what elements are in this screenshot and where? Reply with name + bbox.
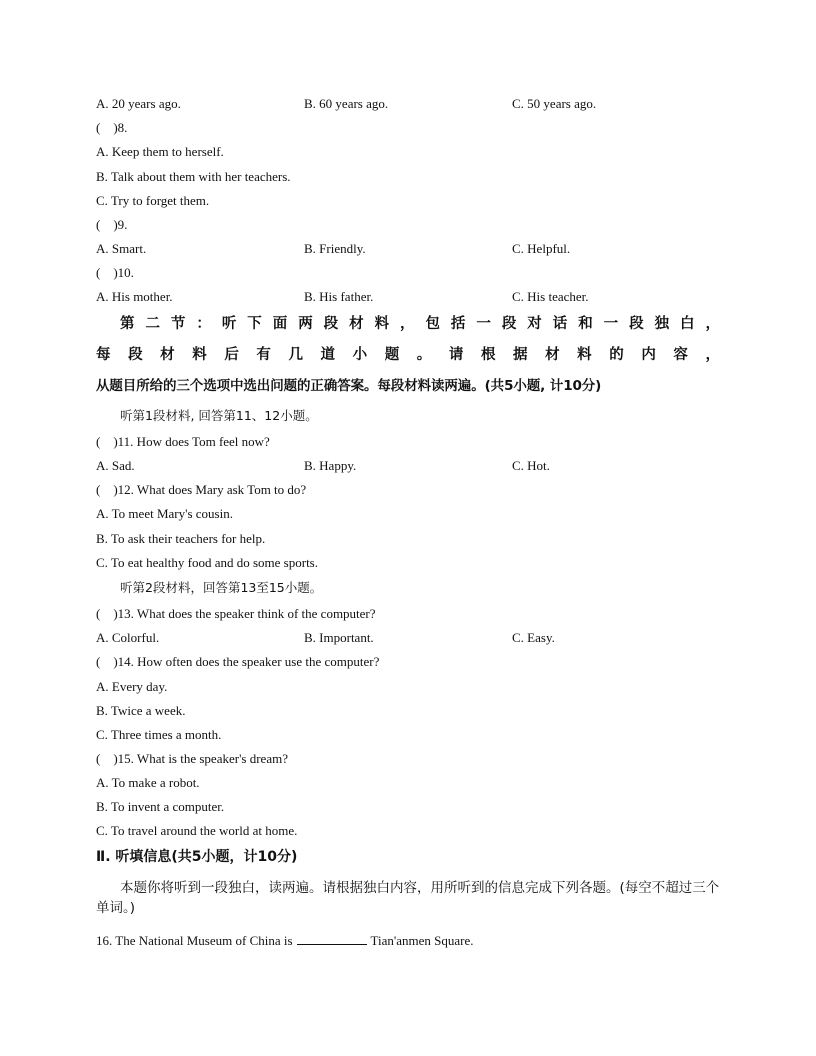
- q13-option-c: C. Easy.: [512, 630, 555, 645]
- q12-option-a: A. To meet Mary's cousin.: [96, 506, 233, 521]
- q8-option-b: B. Talk about them with her teachers.: [96, 169, 291, 184]
- q9-option-a: A. Smart.: [96, 241, 147, 256]
- q11-option-a: A. Sad.: [96, 458, 135, 473]
- q15-option-b: B. To invent a computer.: [96, 799, 225, 814]
- material2-intro: 听第2段材料，回答第13至15小题。: [120, 580, 323, 595]
- q7-option-b: B. 60 years ago.: [304, 96, 389, 111]
- q12-option-b: B. To ask their teachers for help.: [96, 531, 266, 546]
- q11-question: ( )11. How does Tom feel now?: [96, 434, 270, 449]
- q8-option-c: C. Try to forget them.: [96, 193, 210, 208]
- q16-sentence: [96, 932, 474, 950]
- q8-number: ( )8.: [96, 120, 128, 135]
- q14-question: ( )14. How often does the speaker use the computer?: [96, 654, 380, 669]
- q12-question: ( )12. What does Mary ask Tom to do?: [96, 482, 307, 497]
- q15-option-c: C. To travel around the world at home.: [96, 823, 298, 838]
- q10-number: ( )10.: [96, 265, 134, 280]
- q16-answer-blank[interactable]: [297, 932, 367, 945]
- part2-title: Ⅱ. 听填信息(共5小题，计10分): [96, 849, 298, 865]
- section2-heading-line3: 从题目所给的三个选项中选出问题的正确答案。每段材料读两遍。(共5小题, 计10分): [96, 378, 602, 394]
- q16-text-before: 16. The National Museum of China is: [96, 933, 293, 948]
- section2-heading-line2: 每 段 材 料 后 有 几 道 小 题 。 请 根 据 材 料 的 内 容 ，: [96, 347, 720, 363]
- q11-option-c: C. Hot.: [512, 458, 550, 473]
- q12-option-c: C. To eat healthy food and do some sports.: [96, 555, 318, 570]
- q7-option-c: C. 50 years ago.: [512, 96, 597, 111]
- q13-option-a: A. Colorful.: [96, 630, 160, 645]
- q8-option-a: A. Keep them to herself.: [96, 144, 224, 159]
- q13-question: ( )13. What does the speaker think of the computer?: [96, 606, 376, 621]
- q13-option-b: B. Important.: [304, 630, 374, 645]
- section2-heading-line1: 第 二 节 ： 听 下 面 两 段 材 料 ， 包 括 一 段 对 话 和 一 段 独 白 ，: [120, 316, 720, 332]
- q15-question: ( )15. What is the speaker's dream?: [96, 751, 288, 766]
- q7-option-a: A. 20 years ago.: [96, 96, 181, 111]
- q9-option-b: B. Friendly.: [304, 241, 366, 256]
- q14-option-c: C. Three times a month.: [96, 727, 222, 742]
- q10-option-b: B. His father.: [304, 289, 374, 304]
- q11-option-b: B. Happy.: [304, 458, 357, 473]
- q15-option-a: A. To make a robot.: [96, 775, 200, 790]
- q14-option-a: A. Every day.: [96, 679, 168, 694]
- q14-option-b: B. Twice a week.: [96, 703, 186, 718]
- q10-option-c: C. His teacher.: [512, 289, 589, 304]
- part2-instruction: 本题你将听到一段独白，读两遍。请根据独白内容，用所听到的信息完成下列各题。(每空不超过三个单词。): [96, 880, 720, 916]
- q9-number: ( )9.: [96, 217, 128, 232]
- q9-option-c: C. Helpful.: [512, 241, 571, 256]
- material1-intro: 听第1段材料, 回答第11、12小题。: [120, 408, 318, 423]
- q10-option-a: A. His mother.: [96, 289, 173, 304]
- q16-text-after: Tian'anmen Square.: [370, 933, 474, 948]
